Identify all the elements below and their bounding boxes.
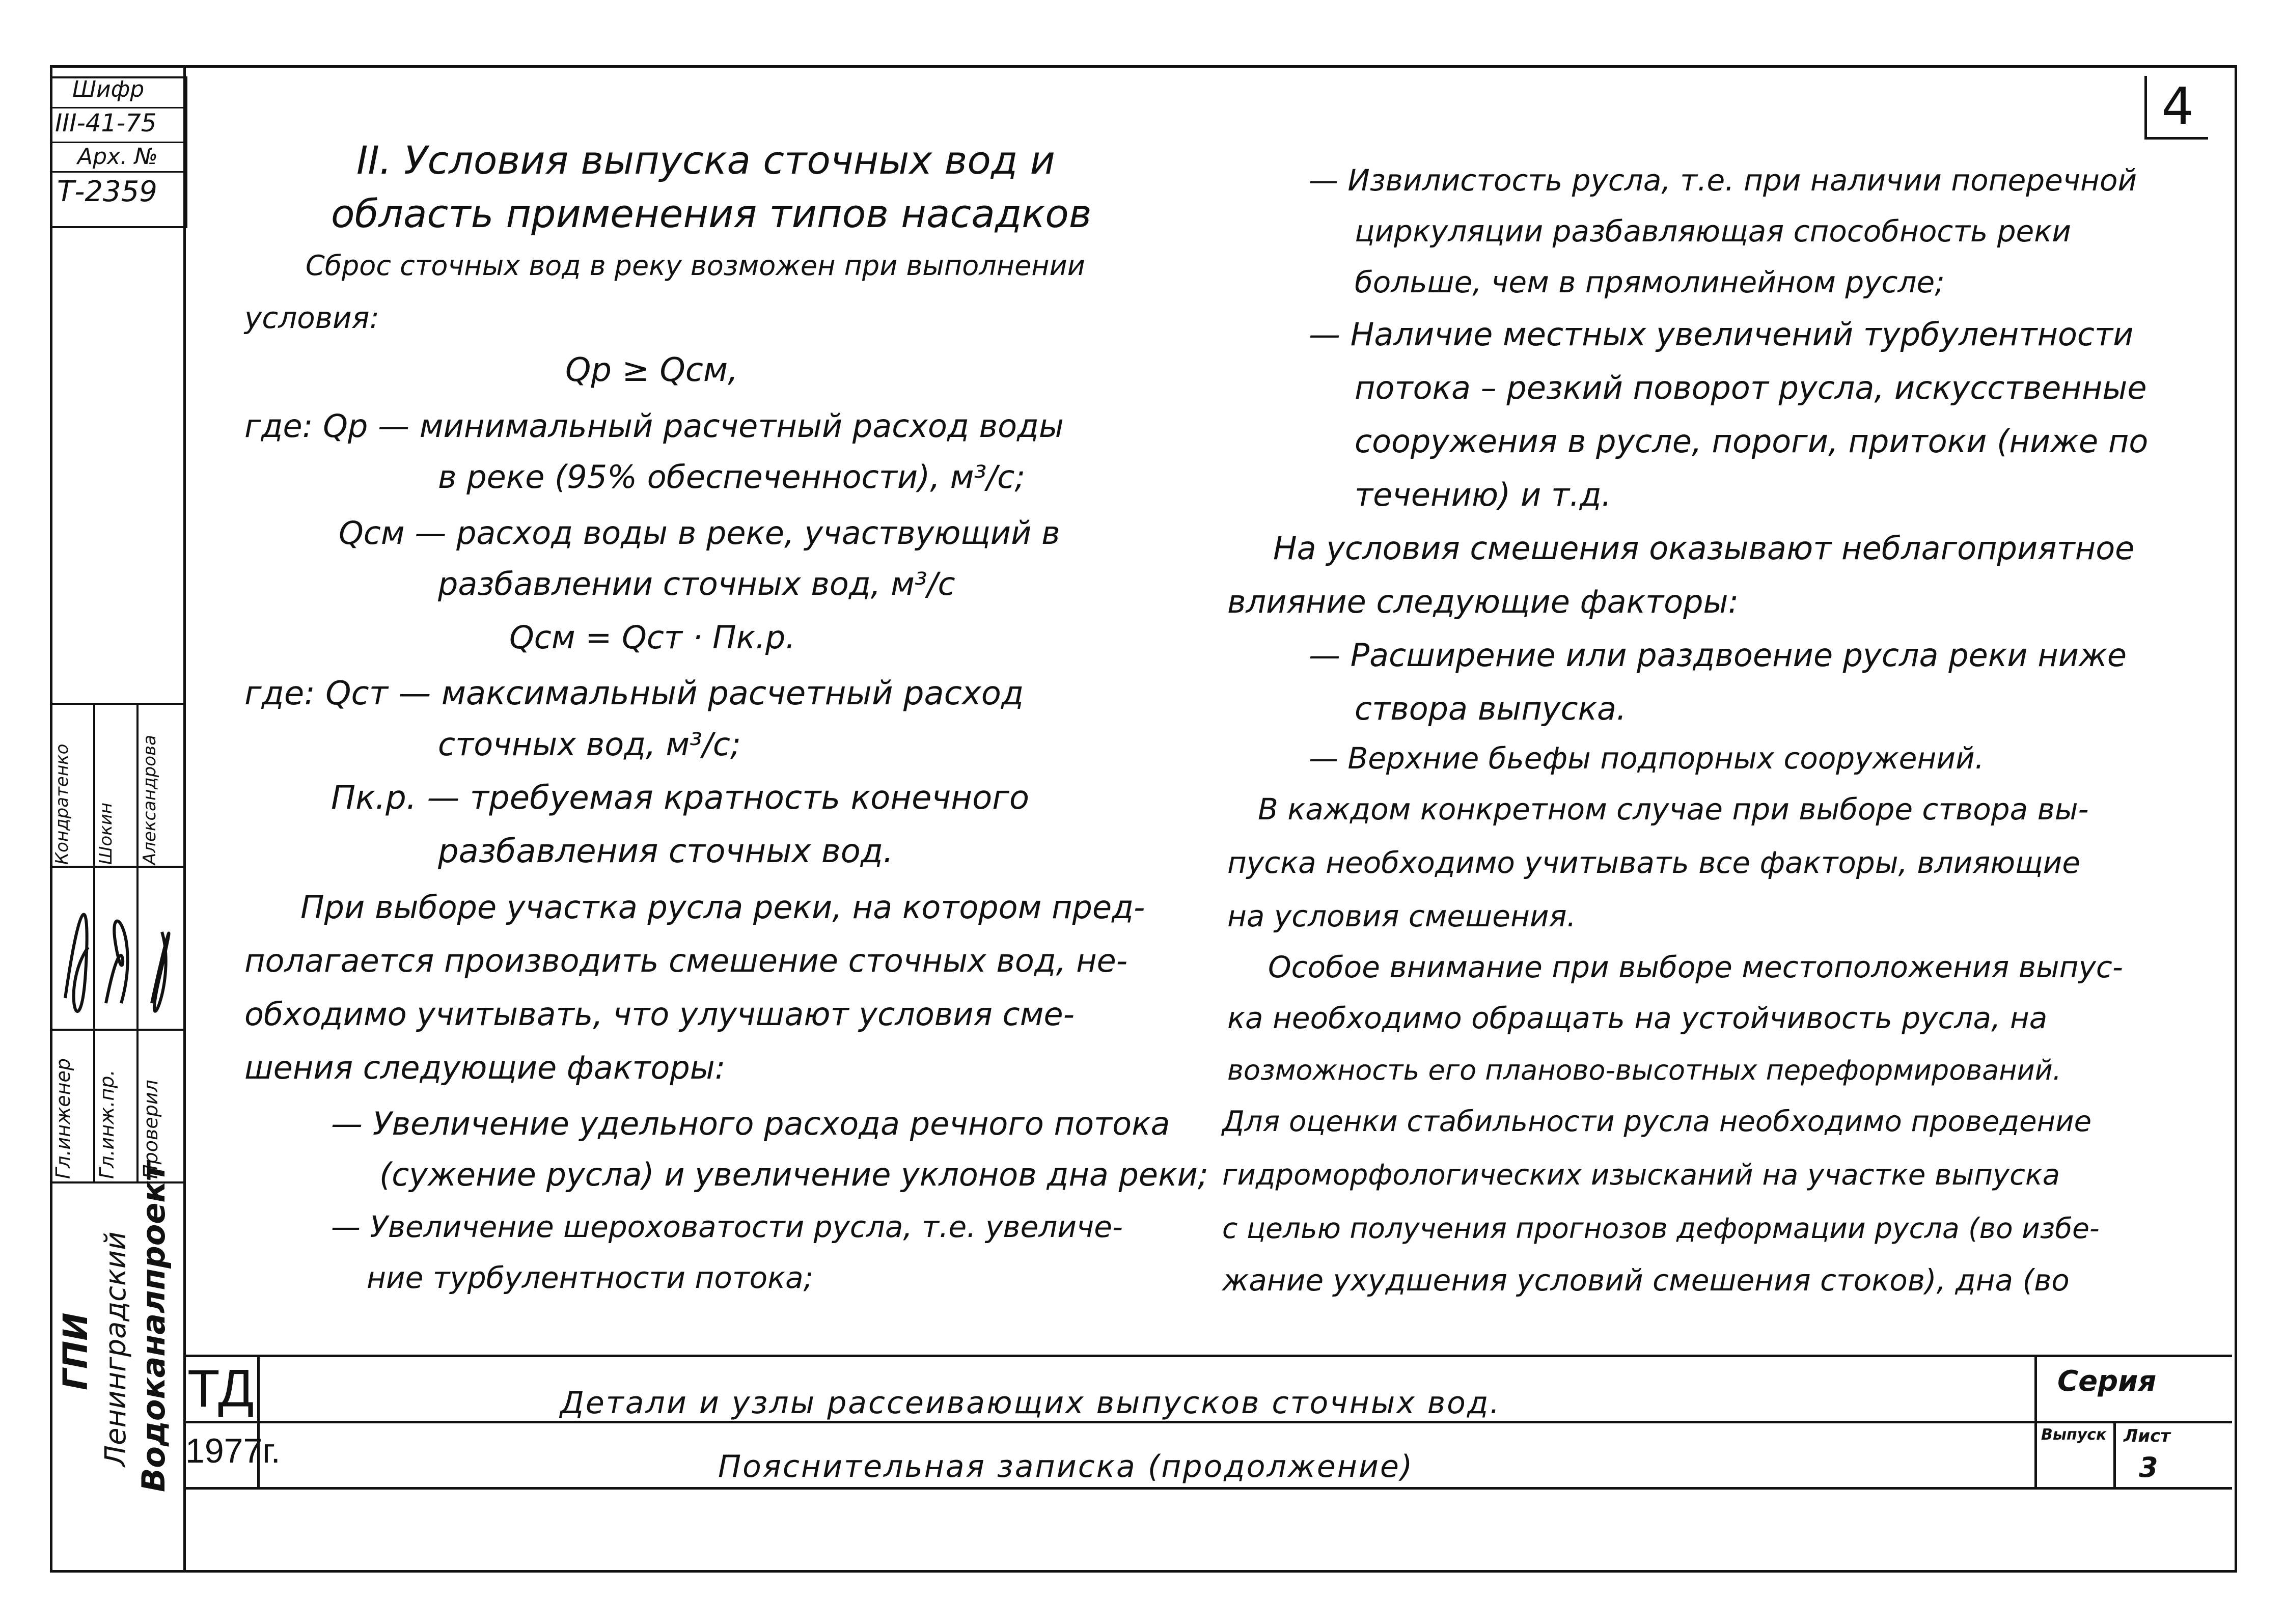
role-checked: Проверил xyxy=(140,1080,162,1179)
archive-stamp-label: Арх. № xyxy=(77,144,158,170)
definition-line: где: Qст — максимальный расчетный расход xyxy=(244,675,1024,712)
formula: Qр ≥ Qсм, xyxy=(565,351,738,389)
drawing-title: Детали и узлы рассеивающих выпусков сточных вод. xyxy=(560,1385,1501,1421)
paragraph-line: полагается производить смешение сточных вод, не- xyxy=(244,942,1128,979)
name-aleksandrova: Александрова xyxy=(140,735,160,865)
name-shokin: Шокин xyxy=(96,802,116,865)
paragraph-line: Сброс сточных вод в реку возможен при выполнении xyxy=(306,250,1085,282)
definition-line: разбавления сточных вод. xyxy=(438,833,894,870)
archive-stamp-series: III-41-75 xyxy=(55,109,157,137)
paragraph-line: Для оценки стабильности русла необходимо проведение xyxy=(1222,1105,2092,1138)
definition-line: Пк.р. — требуемая кратность конечного xyxy=(331,779,1030,817)
organization-gpi: ГПИ xyxy=(56,1312,95,1390)
paragraph-line: В каждом конкретном случае при выборе створа вы- xyxy=(1258,792,2089,827)
bullet-line: ние турбулентности потока; xyxy=(367,1260,814,1295)
paragraph-line: ка необходимо обращать на устойчивость русла, на xyxy=(1227,1001,2048,1035)
bullet-line: течению) и т.д. xyxy=(1355,476,1612,513)
bullet-line: — Увеличение удельного расхода речного потока xyxy=(331,1105,1170,1142)
approval-table xyxy=(50,703,183,1181)
drawing-subtitle: Пояснительная записка (продолжение) xyxy=(718,1449,1414,1484)
sheet-label: Лист xyxy=(2124,1426,2170,1446)
section-heading-line2: область применения типов насадков xyxy=(331,191,1092,236)
series-label: Серия xyxy=(2057,1365,2157,1398)
definition-line: Qсм — расход воды в реке, участвующий в xyxy=(339,514,1060,552)
bullet-line: — Извилистость русла, т.е. при наличии поперечной xyxy=(1309,163,2137,198)
paragraph-line: на условия смешения. xyxy=(1227,899,1576,933)
paragraph-line: с целью получения прогнозов деформации русла (во избе- xyxy=(1222,1212,2100,1245)
paragraph-line: гидроморфологических изысканий на участке выпуска xyxy=(1222,1159,2060,1192)
bullet-line: потока – резкий поворот русла, искусственные xyxy=(1355,369,2147,406)
bullet-line: — Увеличение шероховатости русла, т.е. увеличе- xyxy=(331,1209,1123,1244)
definition-line: сточных вод, м³/с; xyxy=(438,726,741,763)
bullet-line: циркуляции разбавляющая способность реки xyxy=(1355,214,2071,249)
paragraph-line: влияние следующие факторы: xyxy=(1227,583,1739,620)
paragraph-line: обходимо учитывать, что улучшают условия сме- xyxy=(244,996,1075,1033)
role-chief-engineer: Гл.инженер xyxy=(52,1058,74,1179)
paragraph-line: Особое внимание при выборе местоположения выпус- xyxy=(1268,950,2123,984)
issue-label: Выпуск xyxy=(2041,1426,2107,1444)
definition-line: разбавлении сточных вод, м³/с xyxy=(438,565,955,602)
archive-stamp-number: Т-2359 xyxy=(57,175,157,208)
paragraph-line: На условия смешения оказывают неблагоприятное xyxy=(1273,530,2135,567)
title-block xyxy=(183,1355,2232,1490)
paragraph-line: условия: xyxy=(244,300,380,335)
definition-line: в реке (95% обеспеченности), м³/с; xyxy=(438,458,1026,496)
bullet-line: — Наличие местных увеличений турбулентности xyxy=(1309,316,2134,353)
left-strip-divider xyxy=(183,65,186,1573)
organization-name: Водоканалпроект xyxy=(135,1163,172,1492)
archive-stamp xyxy=(50,76,187,228)
role-chief-project-engineer: Гл.инж.пр. xyxy=(96,1069,118,1179)
bullet-line: — Расширение или раздвоение русла реки ниже xyxy=(1309,637,2127,674)
bullet-line: сооружения в русле, пороги, притоки (ниже по xyxy=(1355,423,2149,460)
bullet-line: (сужение русла) и увеличение уклонов дна реки; xyxy=(379,1156,1208,1193)
title-block-td: ТД xyxy=(187,1359,254,1418)
bullet-line: больше, чем в прямолинейном русле; xyxy=(1355,265,1945,299)
bullet-line: створа выпуска. xyxy=(1355,690,1627,727)
archive-stamp-cipher: Шифр xyxy=(72,76,145,102)
title-block-year: 1977г. xyxy=(185,1432,281,1470)
paragraph-line: пуска необходимо учитывать все факторы, влияющие xyxy=(1227,845,2081,880)
paragraph-line: шения следующие факторы: xyxy=(244,1049,726,1086)
sheet-value: 3 xyxy=(2139,1451,2158,1483)
formula: Qсм = Qст · Пк.р. xyxy=(509,619,795,656)
paragraph-line: жание ухудшения условий смешения стоков), дна (во xyxy=(1222,1263,2070,1298)
paragraph-line: возможность его планово-высотных переформирований. xyxy=(1227,1054,2061,1086)
signatures xyxy=(50,871,183,1024)
section-heading-line1: II. Условия выпуска сточных вод и xyxy=(356,137,1055,183)
paragraph-line: При выборе участка русла реки, на котором пред- xyxy=(300,889,1145,926)
definition-line: где: Qр — минимальный расчетный расход воды xyxy=(244,407,1064,445)
sheet-number: 4 xyxy=(2144,76,2208,140)
organization-city: Ленинградский xyxy=(99,1231,132,1467)
bullet-line: — Верхние бьефы подпорных сооружений. xyxy=(1309,741,1985,776)
name-kondratenko: Кондратенко xyxy=(52,744,72,865)
